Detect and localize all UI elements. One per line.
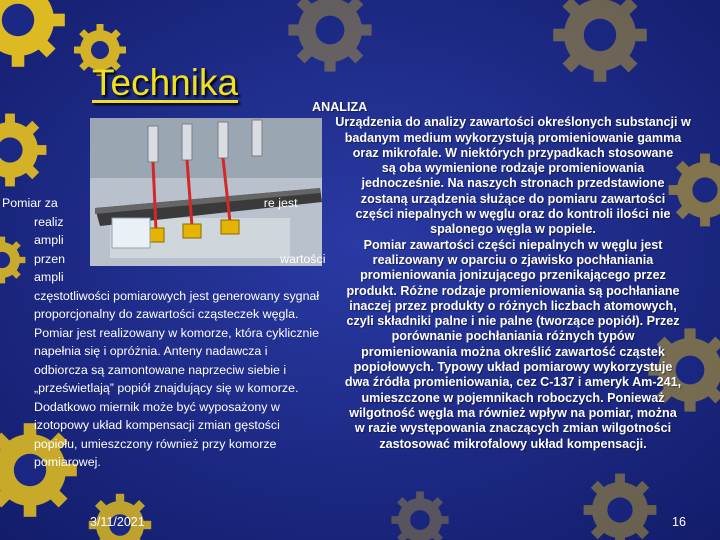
left-text-line: popiołu, umieszczony również przy komorze [34,436,277,451]
left-text-line: częstotliwości pomiarowych jest generowany sygnał [34,288,320,303]
left-text-line: izotopowy układ kompensacji zmian gęstości [34,418,280,432]
right-text-line: spalonego węgla w popiele. [430,222,596,237]
right-text-line: Urządzenia do analizy zawartości określonych substancji w [335,115,691,130]
right-text-line: Pomiar zawartości części niepalnych w węglu jest [363,237,663,252]
analysis-heading: ANALIZA [312,100,368,114]
right-text-line: realizowany w oparciu o zjawisko pochłaniania [372,252,654,267]
right-text-line: promieniowania można określić zawartość cząstek [361,344,665,359]
left-text-line: napełnia się i opróżnia. Anteny nadawcza i [34,344,268,358]
left-text-line: realiz [34,214,64,229]
right-text-line: w razie występowania znaczących zmian wilgotności [354,421,672,436]
right-text-line: produkt. Różne rodzaje promieniowania są pochłaniane [346,283,680,298]
right-text-line: części niepalnych w węglu oraz do kontroli ilości nie [355,207,671,222]
right-text-line: promieniowania jonizującego przenikającego przez [360,268,666,283]
left-text-line: pomiarowej. [34,455,101,469]
right-text-line: umieszczone w pojemnikach roboczych. Ponieważ [361,390,665,405]
right-text-line: czyli składniki palne i nie palne (tworzące popiół). Przez [346,314,680,329]
right-text-line: są oba wymienione rodzaje promieniowania [381,161,645,176]
right-text-line: dwa źródła promieniowania, cez C-137 i ameryk Am-241, [344,375,682,390]
left-text-line: odbiorcza są zamontowane naprzeciw siebie i [34,362,287,377]
slide-date: 3/11/2021 [90,515,145,529]
right-text-line: porównanie pochłaniania różnych typów [391,329,635,344]
left-text-line: Dodatkowo miernik może być wyposażony w [34,399,280,414]
right-text-block [304,100,720,452]
slide-page-number: 16 [672,515,686,529]
left-text-line: przen wartości [34,251,326,266]
left-text-line: Pomiar jest realizowany w komorze, która cyklicznie [34,325,320,340]
right-text-line: oraz mikrofale. W niektórych przypadkach stosowane [352,145,674,160]
left-text-line: Pomiar za re jest [2,196,298,210]
right-text-line: zastosować mikrofalowy układ kompensacji. [379,436,647,451]
left-text-line: „prześwietlają” popiół znajdujący się w komorze. [34,381,299,395]
right-text-line: wilgotność węgla ma również wpływ na pomiar, można [349,405,677,420]
right-text-line: jednocześnie. Na naszych stronach przedstawione [361,176,665,191]
right-text-line: zostaną urządzenia służące do pomiaru zawartości [360,191,666,206]
slide-title: Technika [92,62,239,103]
left-text-block [2,194,332,472]
right-text-line: popiołowych. Typowy układ pomiarowy wykorzystuje [353,360,673,375]
left-text-line: proporcjonalny do zawartości cząsteczek węgla. [34,307,299,321]
right-text-line: badanym medium wykorzystują promieniowanie gamma [344,130,682,145]
right-text-line: inaczej przez produkty o różnych liczbach atomowych, [349,298,677,313]
left-text-line: ampli [34,270,64,284]
left-text-line: ampli [34,233,64,247]
